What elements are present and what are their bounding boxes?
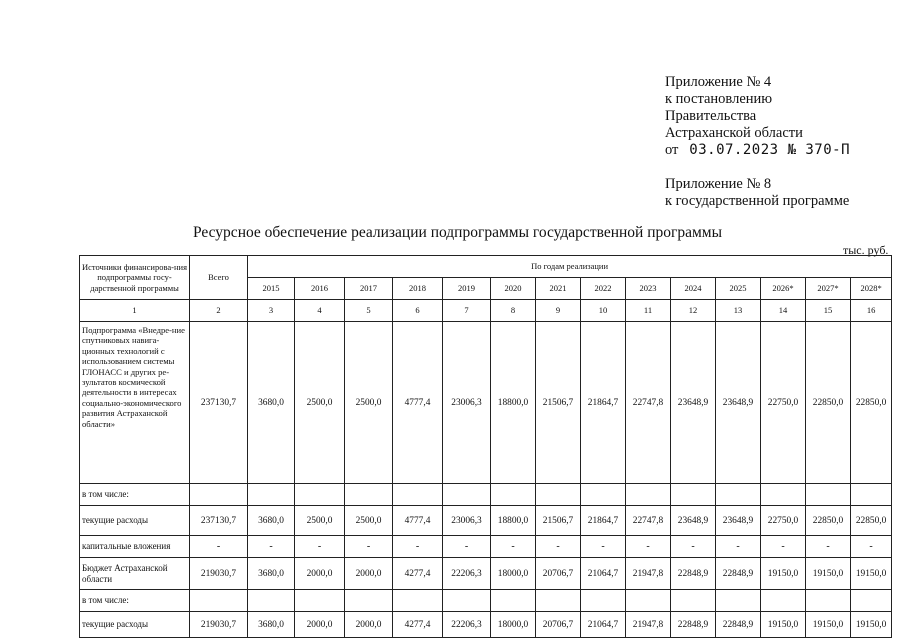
table-cell: 22750,0 bbox=[761, 322, 806, 484]
table-cell: 22850,0 bbox=[806, 506, 851, 536]
column-number: 8 bbox=[491, 300, 536, 322]
row-label: текущие расходы bbox=[80, 612, 190, 638]
header-source: Источники финансирова-ния подпрограммы госу-дарственной программы bbox=[80, 256, 190, 300]
column-number: 6 bbox=[393, 300, 443, 322]
table-cell bbox=[851, 590, 892, 612]
table-cell bbox=[491, 590, 536, 612]
table-cell bbox=[761, 484, 806, 506]
table-cell: 4777,4 bbox=[393, 506, 443, 536]
table-cell: - bbox=[851, 536, 892, 558]
table-cell: 18000,0 bbox=[491, 612, 536, 638]
column-number: 9 bbox=[536, 300, 581, 322]
table-cell: - bbox=[443, 536, 491, 558]
table-cell: 22747,8 bbox=[626, 322, 671, 484]
table-cell bbox=[806, 484, 851, 506]
table-row bbox=[80, 536, 892, 558]
table-cell: 21506,7 bbox=[536, 322, 581, 484]
column-number: 7 bbox=[443, 300, 491, 322]
table-cell bbox=[248, 484, 295, 506]
table-cell: 22206,3 bbox=[443, 612, 491, 638]
table-cell bbox=[536, 484, 581, 506]
table-cell: - bbox=[491, 536, 536, 558]
year-header: 2027* bbox=[806, 278, 851, 300]
appendix-4-line4: Астраханской области bbox=[665, 125, 803, 141]
appendix-4-line2: к постановлению bbox=[665, 91, 773, 107]
table-cell: - bbox=[393, 536, 443, 558]
table-cell: 4777,4 bbox=[393, 322, 443, 484]
table-cell bbox=[345, 484, 393, 506]
table-cell bbox=[626, 590, 671, 612]
appendix-4-line5 bbox=[665, 142, 850, 159]
appendix-4-line1: Приложение № 4 bbox=[665, 74, 772, 90]
table-cell bbox=[671, 590, 716, 612]
table-cell: 21064,7 bbox=[581, 558, 626, 590]
column-numbers-row bbox=[80, 300, 892, 322]
table-cell: 19150,0 bbox=[806, 558, 851, 590]
table-cell bbox=[443, 590, 491, 612]
column-number: 15 bbox=[806, 300, 851, 322]
resource-table bbox=[79, 255, 892, 638]
table-cell: 19150,0 bbox=[761, 612, 806, 638]
year-header: 2024 bbox=[671, 278, 716, 300]
table-cell: 2000,0 bbox=[295, 612, 345, 638]
year-header: 2028* bbox=[851, 278, 892, 300]
table-cell bbox=[716, 484, 761, 506]
table-cell bbox=[491, 484, 536, 506]
row-label: Подпрограмма «Внедре-ние спутниковых навига-ционных технологий с использованием системы ГЛОНАСС и других ре-зультатов космической деятельности в интересах социально-экономического развития Астраханской области» bbox=[80, 322, 190, 484]
table-cell: 22747,8 bbox=[626, 506, 671, 536]
table-cell: 21064,7 bbox=[581, 612, 626, 638]
appendix-8-line2: к государственной программе bbox=[665, 193, 850, 209]
row-label: в том числе: bbox=[80, 484, 190, 506]
year-header: 2020 bbox=[491, 278, 536, 300]
table-cell: 237130,7 bbox=[190, 506, 248, 536]
table-cell: 21864,7 bbox=[581, 322, 626, 484]
table-cell: - bbox=[248, 536, 295, 558]
row-label: текущие расходы bbox=[80, 506, 190, 536]
table-cell: 20706,7 bbox=[536, 612, 581, 638]
table-cell: 23006,3 bbox=[443, 506, 491, 536]
year-header: 2026* bbox=[761, 278, 806, 300]
table-cell: - bbox=[716, 536, 761, 558]
table-cell: 23648,9 bbox=[671, 506, 716, 536]
table-cell bbox=[443, 484, 491, 506]
column-number: 13 bbox=[716, 300, 761, 322]
table-cell: 2500,0 bbox=[295, 322, 345, 484]
row-label: в том числе: bbox=[80, 590, 190, 612]
appendix-8-line1: Приложение № 8 bbox=[665, 176, 772, 192]
table-cell: 23648,9 bbox=[716, 506, 761, 536]
table-cell bbox=[581, 590, 626, 612]
date-prefix: от bbox=[665, 142, 679, 158]
table-cell: - bbox=[806, 536, 851, 558]
table-cell bbox=[761, 590, 806, 612]
table-cell bbox=[190, 590, 248, 612]
table-cell: 22850,0 bbox=[851, 322, 892, 484]
table-cell: 18800,0 bbox=[491, 322, 536, 484]
table-cell: 219030,7 bbox=[190, 558, 248, 590]
table-cell bbox=[716, 590, 761, 612]
table-cell: 2500,0 bbox=[345, 506, 393, 536]
table-cell bbox=[345, 590, 393, 612]
table-cell: 3680,0 bbox=[248, 558, 295, 590]
table-row bbox=[80, 506, 892, 536]
table-cell: 21506,7 bbox=[536, 506, 581, 536]
year-header: 2022 bbox=[581, 278, 626, 300]
table-cell: 23648,9 bbox=[671, 322, 716, 484]
column-number: 16 bbox=[851, 300, 892, 322]
unit-label: тыс. руб. bbox=[843, 243, 889, 257]
year-header: 2025 bbox=[716, 278, 761, 300]
year-header: 2018 bbox=[393, 278, 443, 300]
appendix-4-block bbox=[665, 74, 850, 159]
table-cell bbox=[536, 590, 581, 612]
table-cell: 4277,4 bbox=[393, 612, 443, 638]
table-cell bbox=[626, 484, 671, 506]
column-number: 11 bbox=[626, 300, 671, 322]
table-cell: 2500,0 bbox=[295, 506, 345, 536]
table-cell bbox=[393, 590, 443, 612]
table-cell: 22848,9 bbox=[671, 558, 716, 590]
table-cell: 20706,7 bbox=[536, 558, 581, 590]
column-number: 12 bbox=[671, 300, 716, 322]
year-header: 2023 bbox=[626, 278, 671, 300]
table-cell: 21947,8 bbox=[626, 612, 671, 638]
table-cell: - bbox=[190, 536, 248, 558]
table-cell: 19150,0 bbox=[806, 612, 851, 638]
table-cell: - bbox=[581, 536, 626, 558]
table-cell: - bbox=[626, 536, 671, 558]
table-cell: 237130,7 bbox=[190, 322, 248, 484]
table-cell bbox=[295, 590, 345, 612]
table-cell bbox=[806, 590, 851, 612]
table-cell: 22750,0 bbox=[761, 506, 806, 536]
table-cell: 22850,0 bbox=[806, 322, 851, 484]
column-number: 3 bbox=[248, 300, 295, 322]
year-header: 2015 bbox=[248, 278, 295, 300]
table-cell: 18800,0 bbox=[491, 506, 536, 536]
table-cell bbox=[851, 484, 892, 506]
row-label: Бюджет Астраханской области bbox=[80, 558, 190, 590]
appendix-4-line3: Правительства bbox=[665, 108, 757, 124]
year-header: 2016 bbox=[295, 278, 345, 300]
table-row bbox=[80, 612, 892, 638]
table-cell: - bbox=[761, 536, 806, 558]
table-cell: 2500,0 bbox=[345, 322, 393, 484]
table-row bbox=[80, 590, 892, 612]
table-cell: 18000,0 bbox=[491, 558, 536, 590]
table-cell bbox=[295, 484, 345, 506]
column-number: 2 bbox=[190, 300, 248, 322]
table-cell: 21864,7 bbox=[581, 506, 626, 536]
row-label: капитальные вложения bbox=[80, 536, 190, 558]
table-cell: 19150,0 bbox=[851, 612, 892, 638]
table-row bbox=[80, 322, 892, 484]
table-cell bbox=[393, 484, 443, 506]
table-cell: 3680,0 bbox=[248, 322, 295, 484]
table-cell: 2000,0 bbox=[345, 558, 393, 590]
table-cell: 3680,0 bbox=[248, 612, 295, 638]
year-header: 2019 bbox=[443, 278, 491, 300]
table-cell: 2000,0 bbox=[295, 558, 345, 590]
table-cell: - bbox=[536, 536, 581, 558]
header-total: Всего bbox=[190, 256, 248, 300]
table-cell: 3680,0 bbox=[248, 506, 295, 536]
column-number: 14 bbox=[761, 300, 806, 322]
table-cell: 219030,7 bbox=[190, 612, 248, 638]
date-number-stamp: 03.07.2023 № 370-П bbox=[689, 142, 850, 158]
table-cell: 2000,0 bbox=[345, 612, 393, 638]
table-body bbox=[80, 322, 892, 638]
table-cell: - bbox=[345, 536, 393, 558]
table-cell: 22848,9 bbox=[716, 558, 761, 590]
table-cell: 21947,8 bbox=[626, 558, 671, 590]
table-cell bbox=[581, 484, 626, 506]
header-years-group: По годам реализации bbox=[248, 256, 892, 278]
year-header: 2017 bbox=[345, 278, 393, 300]
column-number: 4 bbox=[295, 300, 345, 322]
table-cell: 22206,3 bbox=[443, 558, 491, 590]
table-row bbox=[80, 484, 892, 506]
table-cell: 4277,4 bbox=[393, 558, 443, 590]
table-cell: - bbox=[671, 536, 716, 558]
appendix-8-block bbox=[665, 176, 849, 210]
year-header: 2021 bbox=[536, 278, 581, 300]
table-cell: - bbox=[295, 536, 345, 558]
table-cell: 22850,0 bbox=[851, 506, 892, 536]
table-cell bbox=[248, 590, 295, 612]
table-cell: 23006,3 bbox=[443, 322, 491, 484]
table-cell: 19150,0 bbox=[761, 558, 806, 590]
document-title: Ресурсное обеспечение реализации подпрограммы государственной программы bbox=[192, 224, 723, 241]
table-cell: 22848,9 bbox=[671, 612, 716, 638]
table-cell: 19150,0 bbox=[851, 558, 892, 590]
table-cell bbox=[671, 484, 716, 506]
table-row bbox=[80, 558, 892, 590]
table-cell: 22848,9 bbox=[716, 612, 761, 638]
column-number: 10 bbox=[581, 300, 626, 322]
column-number: 5 bbox=[345, 300, 393, 322]
column-number: 1 bbox=[80, 300, 190, 322]
table-cell: 23648,9 bbox=[716, 322, 761, 484]
table-cell bbox=[190, 484, 248, 506]
